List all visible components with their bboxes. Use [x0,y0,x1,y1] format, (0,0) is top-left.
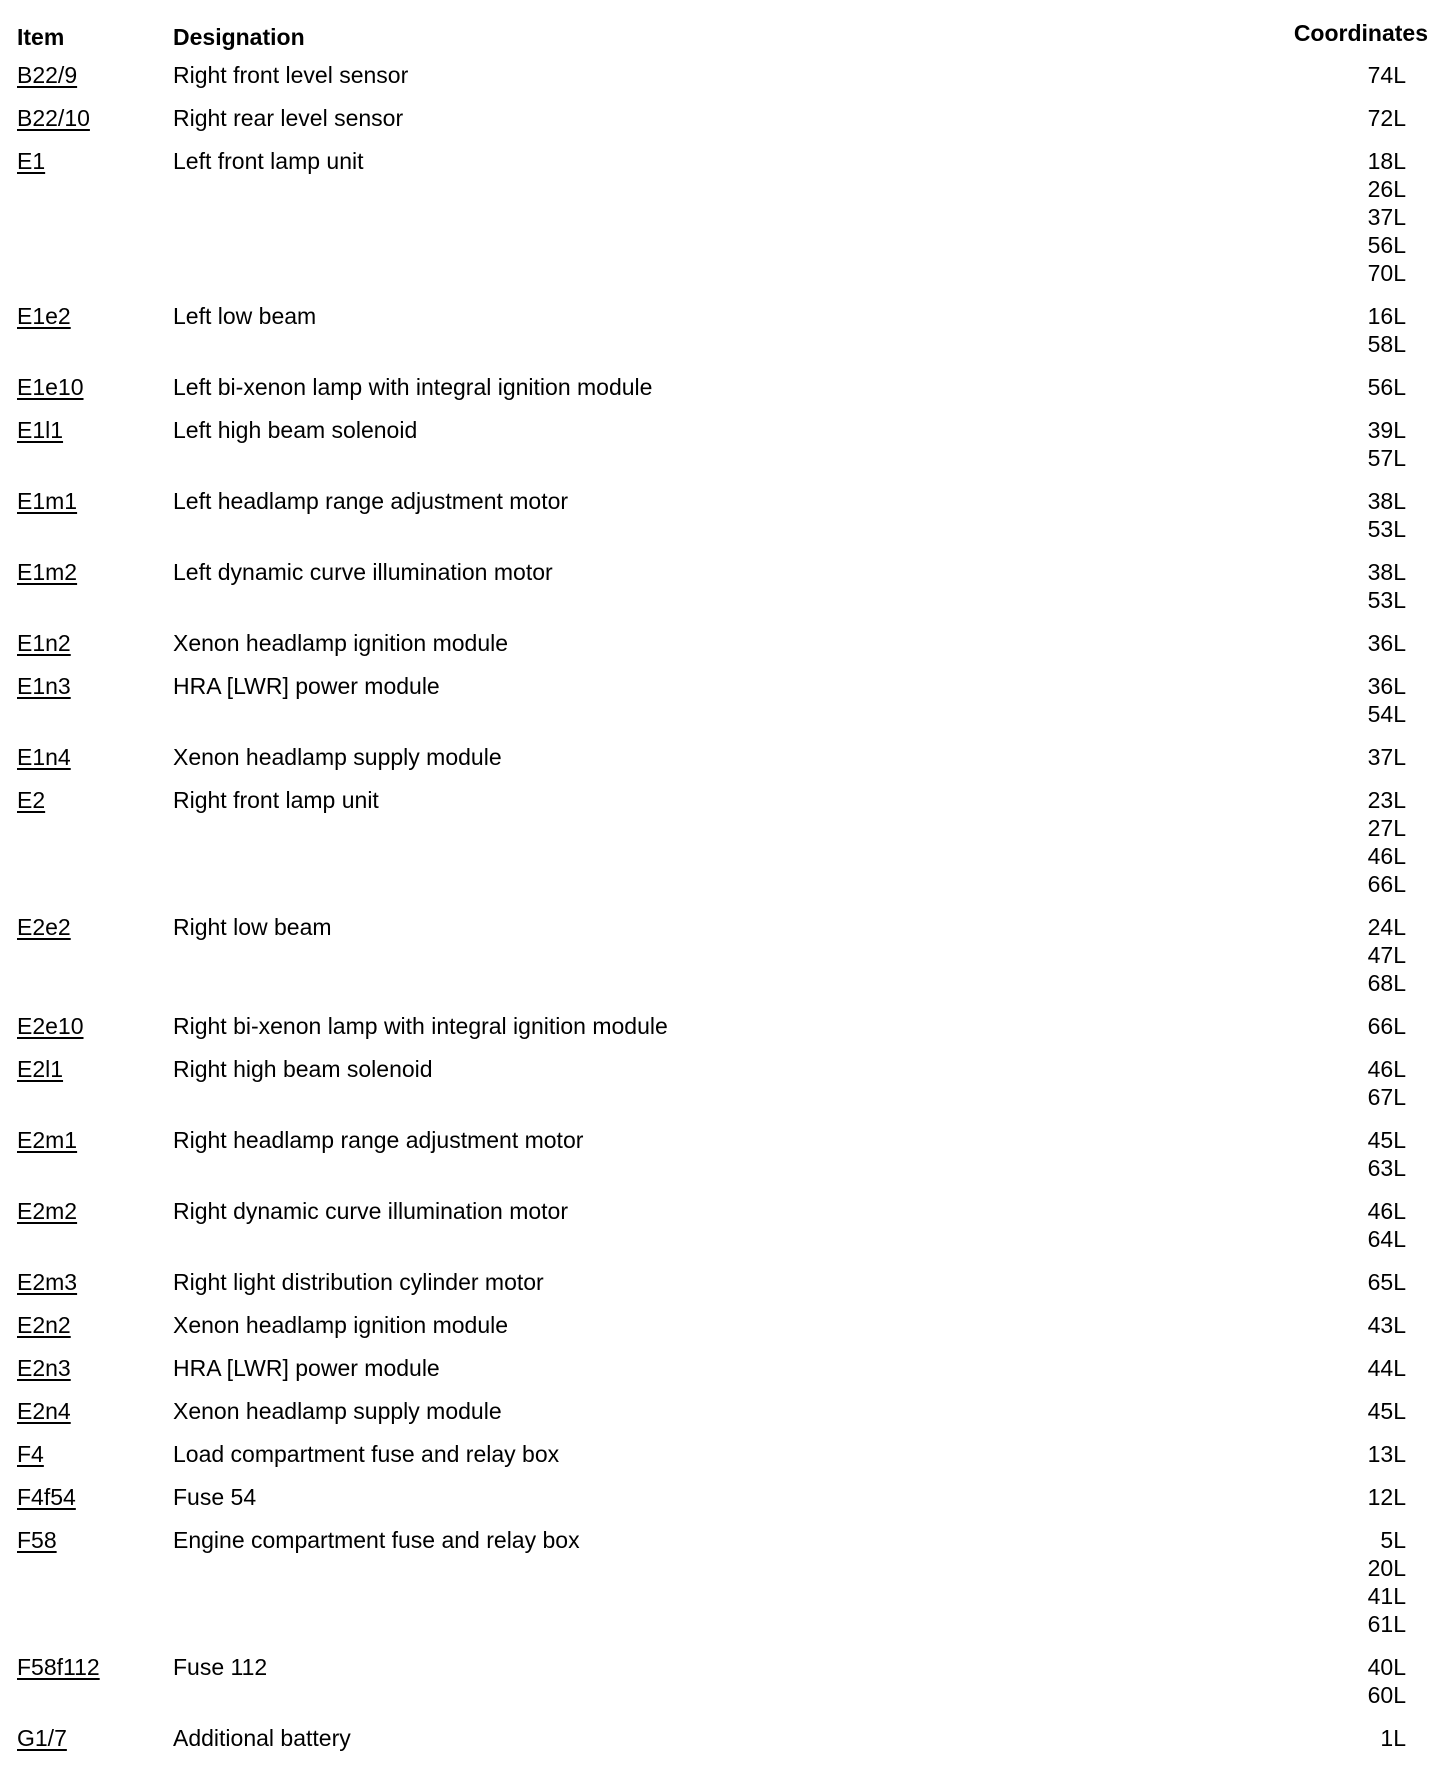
coordinate-value: 56L [1367,232,1406,258]
designation-text: Fuse 112 [173,1654,268,1680]
item-link[interactable]: E2n4 [17,1398,71,1424]
item-link[interactable]: E2n3 [17,1355,71,1381]
coordinates-cell [1368,1055,1406,1111]
coordinates-cell [1368,373,1406,401]
coordinate-value: 39L [1367,417,1406,443]
coordinate-value: 66L [1367,871,1406,897]
coordinate-value: 24L [1367,914,1406,940]
table-row [0,302,1440,373]
coordinate-value: 70L [1367,260,1406,286]
coordinate-value: 61L [1367,1611,1406,1637]
item-link[interactable]: E2e2 [17,914,71,940]
item-link[interactable]: G1/7 [17,1725,67,1751]
coordinates-cell [1368,1197,1406,1253]
coordinate-value: 12L [1367,1484,1406,1510]
designation-text: Right headlamp range adjustment motor [173,1127,584,1153]
coordinates-cell [1368,1354,1406,1382]
coordinate-value: 46L [1367,843,1406,869]
table-row [0,1197,1440,1268]
table-row [0,1653,1440,1724]
designation-text: Load compartment fuse and relay box [173,1441,560,1467]
table-row [0,487,1440,558]
coordinates-cell [1368,147,1406,287]
designation-text: HRA [LWR] power module [173,1355,440,1381]
coordinates-cell [1380,1724,1406,1752]
table-row [0,1724,1440,1767]
coordinate-value: 46L [1367,1056,1406,1082]
coordinates-cell [1368,558,1406,614]
item-link[interactable]: F58 [17,1527,57,1553]
coordinate-value: 58L [1367,331,1406,357]
coordinate-value: 44L [1367,1355,1406,1381]
table-row [0,672,1440,743]
coordinate-value: 53L [1367,587,1406,613]
coordinate-value: 13L [1367,1441,1406,1467]
coordinate-value: 67L [1367,1084,1406,1110]
item-link[interactable]: E1e10 [17,374,84,400]
designation-text: Right dynamic curve illumination motor [173,1198,568,1224]
item-link[interactable]: E2m1 [17,1127,78,1153]
designation-text: Additional battery [173,1725,351,1751]
coordinates-cell [1368,1268,1406,1296]
designation-text: Right rear level sensor [173,105,404,131]
coordinate-value: 56L [1367,374,1406,400]
table-row [0,373,1440,416]
item-link[interactable]: E2n2 [17,1312,71,1338]
coordinate-value: 74L [1367,62,1406,88]
table-row [0,1268,1440,1311]
item-link[interactable]: E1m1 [17,488,78,514]
item-link[interactable]: E1m2 [17,559,78,585]
table-row [0,786,1440,913]
designation-text: Right front lamp unit [173,787,379,813]
coordinates-cell [1368,1397,1406,1425]
table-row [0,61,1440,104]
coordinates-cell [1368,913,1406,997]
coordinates-cell [1368,1483,1406,1511]
coordinates-cell [1368,302,1406,358]
item-link[interactable]: E1l1 [17,417,64,443]
coordinates-cell [1368,672,1406,728]
table-row [0,629,1440,672]
table-row [0,1126,1440,1197]
table-row [0,1526,1440,1653]
coordinate-value: 38L [1367,559,1406,585]
designation-text: Xenon headlamp ignition module [173,1312,509,1338]
table-row [0,1354,1440,1397]
item-column-header: Item [17,24,65,50]
coordinate-value: 36L [1367,630,1406,656]
table-header [0,20,1440,50]
coordinate-value: 27L [1367,815,1406,841]
table-row [0,1397,1440,1440]
designation-text: Xenon headlamp ignition module [173,630,509,656]
coordinate-value: 37L [1367,744,1406,770]
item-link[interactable]: F4f54 [17,1484,76,1510]
table-row [0,147,1440,302]
coordinate-value: 1L [1380,1725,1406,1751]
item-link[interactable]: E2m3 [17,1269,78,1295]
item-link[interactable]: E1n2 [17,630,71,656]
coordinate-value: 45L [1367,1127,1406,1153]
component-table [0,61,1440,1767]
coordinates-cell [1368,1126,1406,1182]
coordinate-value: 5L [1380,1527,1406,1553]
designation-text: Left low beam [173,303,317,329]
designation-column-header: Designation [173,24,305,50]
coordinates-cell [1368,487,1406,543]
coordinate-value: 53L [1367,516,1406,542]
table-row [0,1012,1440,1055]
table-row [0,104,1440,147]
coordinate-value: 36L [1367,673,1406,699]
coordinate-value: 46L [1367,1198,1406,1224]
item-link[interactable]: E2 [17,787,46,813]
coordinates-cell [1368,61,1406,89]
item-link[interactable]: F4 [17,1441,44,1467]
coordinate-value: 66L [1367,1013,1406,1039]
coordinates-cell [1368,786,1406,898]
coordinate-value: 60L [1367,1682,1406,1708]
item-link[interactable]: E1 [17,148,46,174]
coordinate-value: 57L [1367,445,1406,471]
coordinate-value: 63L [1367,1155,1406,1181]
item-link[interactable]: B22/9 [17,62,78,88]
table-row [0,1055,1440,1126]
item-link[interactable]: E2e10 [17,1013,84,1039]
designation-text: Right light distribution cylinder motor [173,1269,544,1295]
coordinate-value: 38L [1367,488,1406,514]
coordinate-value: 64L [1367,1226,1406,1252]
coordinates-cell [1368,1526,1406,1638]
coordinate-value: 20L [1367,1555,1406,1581]
coordinate-value: 65L [1367,1269,1406,1295]
coordinates-cell [1368,629,1406,657]
designation-text: Left headlamp range adjustment motor [173,488,569,514]
designation-text: Right bi-xenon lamp with integral ignition module [173,1013,668,1039]
designation-text: HRA [LWR] power module [173,673,440,699]
table-row [0,416,1440,487]
coordinate-value: 26L [1367,176,1406,202]
item-link[interactable]: E1n3 [17,673,71,699]
coordinates-cell [1368,104,1406,132]
designation-text: Left dynamic curve illumination motor [173,559,553,585]
item-link[interactable]: F58f112 [17,1654,100,1680]
table-row [0,913,1440,1012]
coordinate-value: 37L [1367,204,1406,230]
table-row [0,743,1440,786]
designation-text: Engine compartment fuse and relay box [173,1527,580,1553]
coordinate-value: 23L [1367,787,1406,813]
coordinate-value: 72L [1367,105,1406,131]
item-link[interactable]: E2l1 [17,1056,64,1082]
designation-text: Left high beam solenoid [173,417,418,443]
coordinates-cell [1368,1653,1406,1709]
coordinates-cell [1368,743,1406,771]
table-row [0,558,1440,629]
item-link[interactable]: E1e2 [17,303,71,329]
coordinate-value: 16L [1367,303,1406,329]
coordinate-value: 45L [1367,1398,1406,1424]
table-row [0,1311,1440,1354]
item-link[interactable]: E1n4 [17,744,71,770]
designation-text: Left front lamp unit [173,148,364,174]
designation-text: Fuse 54 [173,1484,257,1510]
coordinate-value: 68L [1367,970,1406,996]
item-link[interactable]: B22/10 [17,105,90,131]
coordinates-cell [1368,416,1406,472]
designation-text: Left bi-xenon lamp with integral ignition module [173,374,653,400]
item-link[interactable]: E2m2 [17,1198,78,1224]
coordinates-column-header: Coordinates [1293,20,1428,46]
coordinates-cell [1368,1311,1406,1339]
coordinates-cell [1368,1440,1406,1468]
coordinate-value: 54L [1367,701,1406,727]
coordinate-value: 43L [1367,1312,1406,1338]
table-row [0,1440,1440,1483]
coordinates-cell [1368,1012,1406,1040]
coordinate-value: 41L [1367,1583,1406,1609]
designation-text: Right low beam [173,914,332,940]
coordinate-value: 47L [1367,942,1406,968]
designation-text: Xenon headlamp supply module [173,744,502,770]
table-row [0,1483,1440,1526]
coordinate-value: 40L [1367,1654,1406,1680]
designation-text: Right high beam solenoid [173,1056,433,1082]
designation-text: Right front level sensor [173,62,409,88]
coordinate-value: 18L [1367,148,1406,174]
designation-text: Xenon headlamp supply module [173,1398,502,1424]
